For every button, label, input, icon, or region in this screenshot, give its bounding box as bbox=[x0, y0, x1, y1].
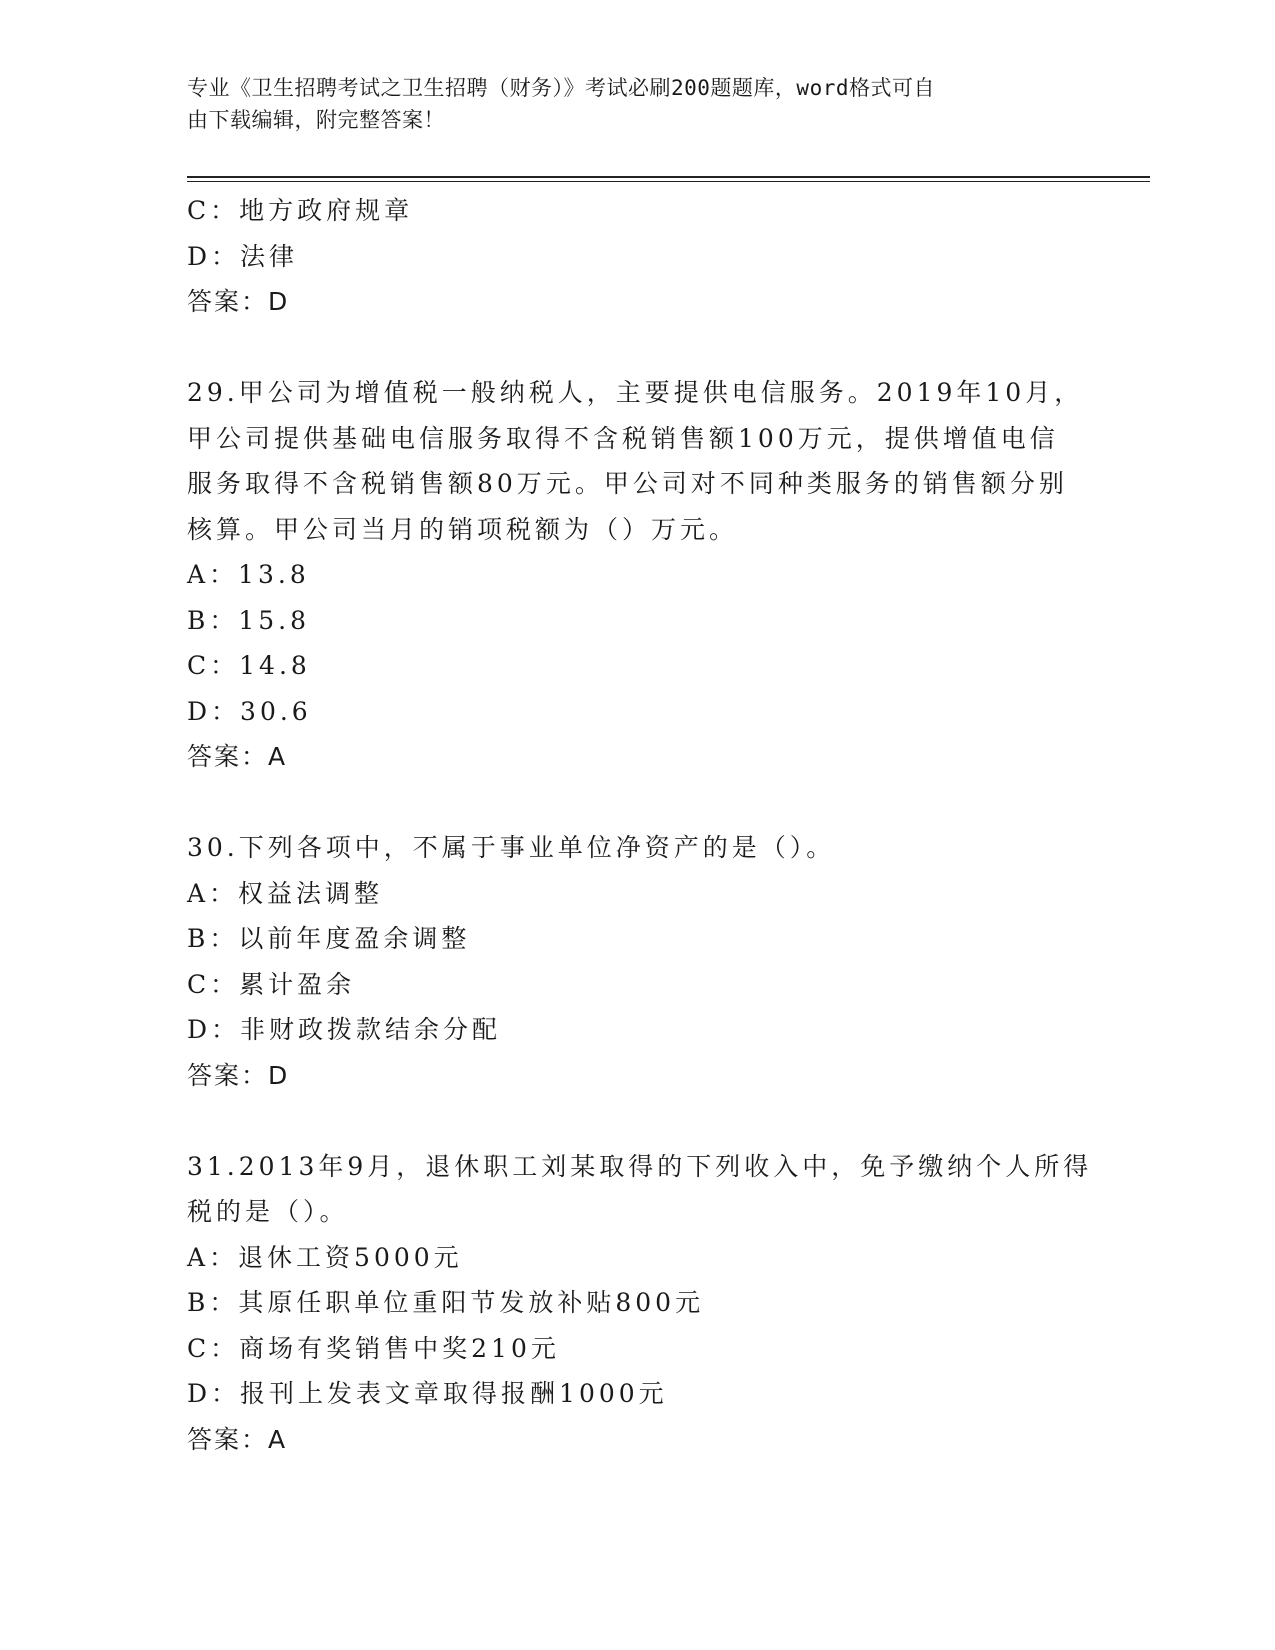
option-d: D：法律 bbox=[187, 241, 299, 271]
header-divider-thin bbox=[187, 181, 1150, 182]
option-b: B：15.8 bbox=[187, 605, 311, 635]
question-29 bbox=[187, 370, 1087, 780]
question-stem-line: 核算。甲公司当月的销项税额为（）万元。 bbox=[187, 514, 739, 544]
answer-line: 答案：D bbox=[187, 287, 290, 316]
question-list bbox=[187, 188, 1093, 1462]
option-b: B：其原任职单位重阳节发放补贴800元 bbox=[187, 1288, 705, 1317]
question-28 bbox=[187, 188, 1087, 325]
document-header bbox=[187, 72, 1077, 136]
question-stem-line: 31.2013年9月，退休职工刘某取得的下列收入中，免予缴纳个人所得 bbox=[187, 1151, 1093, 1181]
option-a: A：13.8 bbox=[187, 560, 310, 589]
option-c: C：地方政府规章 bbox=[187, 196, 414, 225]
question-stem-line: 29.甲公司为增值税一般纳税人，主要提供电信服务。2019年10月， bbox=[187, 378, 1084, 407]
option-d: D：非财政拨款结余分配 bbox=[187, 1015, 502, 1044]
spacer bbox=[187, 780, 1087, 826]
answer-line: 答案：A bbox=[187, 742, 288, 771]
header-line-1: 专业《卫生招聘考试之卫生招聘（财务）》考试必刷200题题库，word格式可自 bbox=[187, 76, 935, 100]
spacer bbox=[187, 325, 1087, 371]
question-stem-line: 甲公司提供基础电信服务取得不含税销售额100万元，提供增值电信 bbox=[187, 423, 1059, 453]
question-stem-line: 30.下列各项中，不属于事业单位净资产的是（）。 bbox=[187, 833, 836, 862]
spacer bbox=[187, 1098, 1087, 1144]
option-c: C：商场有奖销售中奖210元 bbox=[187, 1333, 560, 1363]
option-a: A：权益法调整 bbox=[187, 878, 384, 908]
option-b: B：以前年度盈余调整 bbox=[187, 924, 471, 953]
option-a: A：退休工资5000元 bbox=[187, 1242, 463, 1272]
question-30 bbox=[187, 825, 1087, 1098]
header-divider-thick bbox=[187, 176, 1150, 178]
answer-line: 答案：D bbox=[187, 1060, 290, 1090]
option-c: C：14.8 bbox=[187, 651, 311, 680]
option-c: C：累计盈余 bbox=[187, 969, 356, 999]
option-d: D：报刊上发表文章取得报酬1000元 bbox=[187, 1379, 668, 1408]
header-line-2: 由下载编辑，附完整答案！ bbox=[187, 108, 445, 132]
question-stem-line: 服务取得不含税销售额80万元。甲公司对不同种类服务的销售额分别 bbox=[187, 469, 1068, 498]
option-d: D：30.6 bbox=[187, 696, 312, 726]
question-stem-line: 税的是（）。 bbox=[187, 1197, 349, 1226]
question-31 bbox=[187, 1144, 1093, 1463]
answer-line: 答案：A bbox=[187, 1424, 288, 1454]
